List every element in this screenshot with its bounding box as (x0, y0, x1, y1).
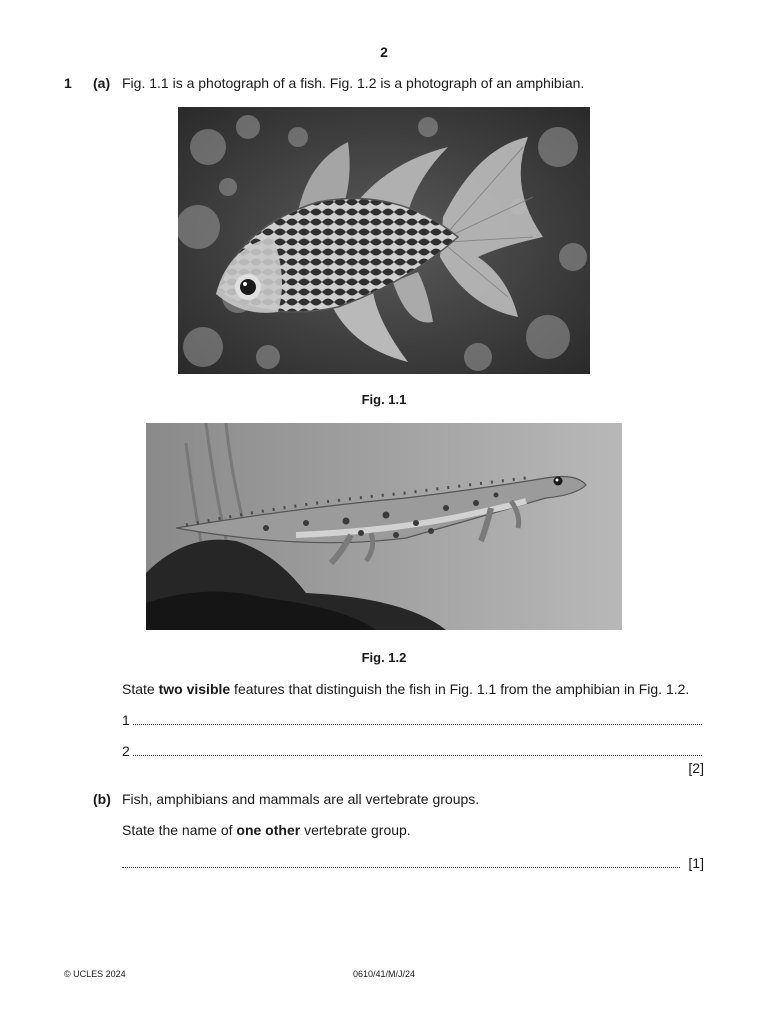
fig-1-1-caption: Fig. 1.1 (361, 392, 407, 407)
answer-line-2-label: 2 (122, 743, 130, 759)
footer-paper-code: 0610/41/M/J/24 (352, 969, 416, 979)
page-number: 2 (380, 44, 388, 60)
part-b-marks: [1] (688, 855, 704, 871)
amphibian-photograph (146, 423, 622, 630)
footer-copyright: © UCLES 2024 (64, 969, 126, 979)
part-a-marks: [2] (688, 760, 704, 776)
fish-photograph (178, 107, 590, 374)
part-b-statement: Fish, amphibians and mammals are all vertebrate groups. (122, 791, 480, 807)
part-b-label: (b) (93, 791, 111, 807)
answer-line-1-label: 1 (122, 712, 130, 728)
part-a-intro: Fig. 1.1 is a photograph of a fish. Fig. 1.2 is a photograph of an amphibian. (122, 75, 585, 91)
answer-line-1[interactable] (122, 712, 704, 728)
answer-line-2[interactable] (122, 743, 704, 759)
part-a-label: (a) (93, 75, 111, 91)
fig-1-2-caption: Fig. 1.2 (361, 650, 407, 665)
part-a-prompt: State two visible features that distinguish the fish in Fig. 1.1 from the amphibian in Fig. 1.2. (122, 681, 690, 697)
question-number: 1 (64, 75, 72, 91)
answer-line-b[interactable] (122, 855, 704, 871)
part-b-prompt: State the name of one other vertebrate group. (122, 822, 411, 838)
